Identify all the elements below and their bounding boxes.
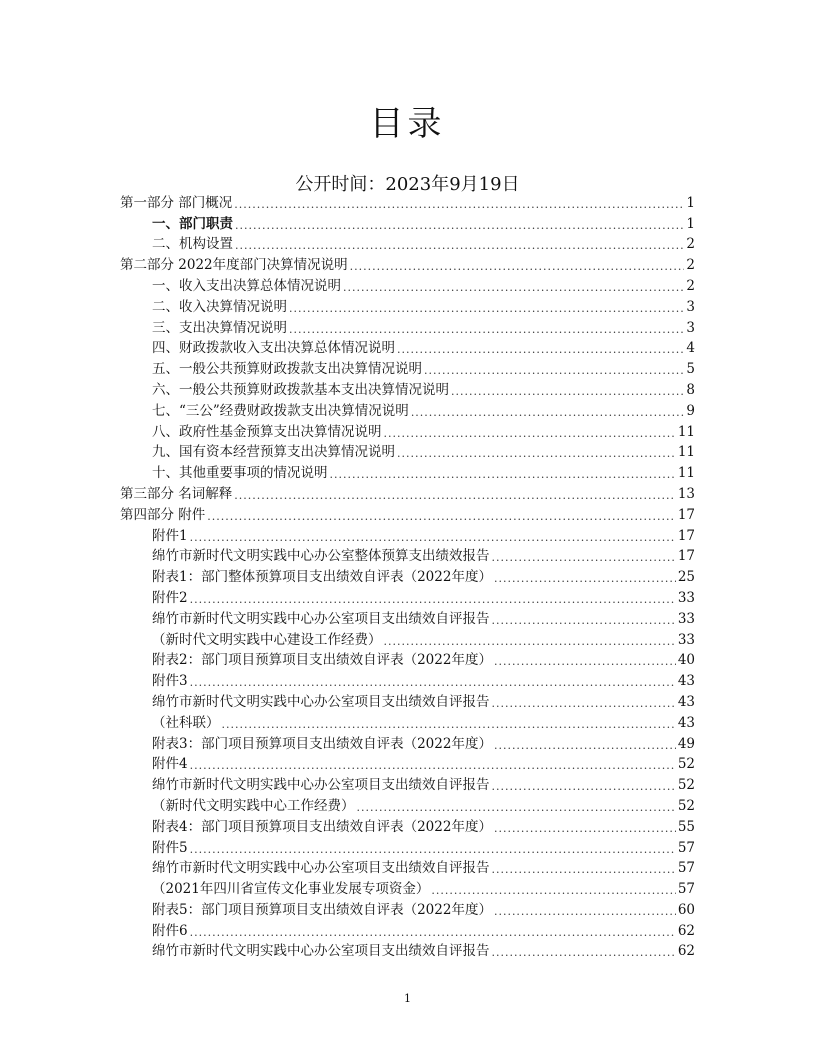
toc-entry[interactable] xyxy=(120,317,695,338)
toc-entry-label: 绵竹市新时代文明实践中心办公室项目支出绩效自评报告 xyxy=(152,860,490,877)
toc-entry[interactable] xyxy=(120,338,695,359)
toc-entry-page: 62 xyxy=(677,943,695,960)
toc-entry-page: 33 xyxy=(677,589,695,606)
toc-entry[interactable] xyxy=(120,254,695,275)
toc-entry[interactable] xyxy=(120,546,695,567)
toc-entry-page: 11 xyxy=(677,423,695,440)
toc-entry-page: 52 xyxy=(677,777,695,794)
page-number: 1 xyxy=(404,992,411,1005)
toc-leader-dots xyxy=(190,758,676,774)
toc-entry-page: 5 xyxy=(686,361,695,378)
toc-leader-dots xyxy=(350,259,685,275)
toc-entry[interactable] xyxy=(120,296,695,317)
toc-entry-label: 第四部分 附件 xyxy=(120,506,206,523)
toc-entry[interactable] xyxy=(120,712,695,733)
toc-entry[interactable] xyxy=(120,920,695,941)
toc-entry[interactable] xyxy=(120,462,695,483)
toc-entry-page: 25 xyxy=(677,569,695,586)
toc-leader-dots xyxy=(190,592,676,608)
toc-entry-label: 附件5 xyxy=(152,839,188,856)
toc-leader-dots xyxy=(330,467,676,483)
toc-entry-label: 附件4 xyxy=(152,756,188,773)
toc-entry[interactable] xyxy=(120,275,695,296)
toc-leader-dots xyxy=(234,197,684,213)
toc-entry-page: 52 xyxy=(677,797,695,814)
toc-leader-dots xyxy=(235,218,684,234)
toc-entry-page: 43 xyxy=(677,673,695,690)
toc-entry-page: 1 xyxy=(686,194,695,211)
toc-entry-label: 六、一般公共预算财政拨款基本支出决算情况说明 xyxy=(152,381,449,398)
toc-leader-dots xyxy=(494,654,676,670)
toc-entry-page: 11 xyxy=(677,465,695,482)
toc-entry[interactable] xyxy=(120,691,695,712)
toc-entry-page: 17 xyxy=(677,527,695,544)
toc-entry-page: 43 xyxy=(677,714,695,731)
toc-entry-page: 43 xyxy=(677,693,695,710)
toc-entry-label: 第三部分 名词解释 xyxy=(120,485,233,502)
toc-leader-dots xyxy=(397,446,676,462)
toc-entry[interactable] xyxy=(120,504,695,525)
toc-entry-label: 第二部分 2022年度部门决算情况说明 xyxy=(120,257,348,274)
toc-entry-page: 8 xyxy=(686,381,695,398)
toc-entry-page: 40 xyxy=(677,652,695,669)
toc-entry-label: 附表5：部门项目预算项目支出绩效自评表（2022年度） xyxy=(152,901,492,918)
toc-entry[interactable] xyxy=(120,941,695,962)
toc-entry-label: 四、财政拨款收入支出决算总体情况说明 xyxy=(152,340,395,357)
toc-entry-page: 62 xyxy=(677,922,695,939)
toc-entry[interactable] xyxy=(120,629,695,650)
toc-entry[interactable] xyxy=(120,566,695,587)
toc-entry[interactable] xyxy=(120,400,695,421)
toc-entry-page: 2 xyxy=(686,236,695,253)
toc-leader-dots xyxy=(492,862,676,878)
toc-entry[interactable] xyxy=(120,816,695,837)
toc-entry-label: （新时代文明实践中心工作经费） xyxy=(152,797,355,814)
toc-entry-label: 绵竹市新时代文明实践中心办公室整体预算支出绩效报告 xyxy=(152,548,490,565)
toc-entry-page: 57 xyxy=(677,839,695,856)
toc-entry[interactable] xyxy=(120,379,695,400)
toc-entry[interactable] xyxy=(120,442,695,463)
toc-leader-dots xyxy=(222,717,676,733)
toc-entry[interactable] xyxy=(120,608,695,629)
toc-entry-page: 3 xyxy=(686,319,695,336)
toc-entry-label: 附件1 xyxy=(152,527,188,544)
toc-entry-label: 五、一般公共预算财政拨款支出决算情况说明 xyxy=(152,361,422,378)
toc-leader-dots xyxy=(451,384,684,400)
toc-entry-page: 1 xyxy=(686,215,695,232)
toc-entry[interactable] xyxy=(120,421,695,442)
toc-leader-dots xyxy=(234,488,676,504)
toc-leader-dots xyxy=(190,925,676,941)
toc-entry-page: 57 xyxy=(677,881,695,898)
toc-entry-label: 附件6 xyxy=(152,922,188,939)
page-title: 目录 xyxy=(369,104,446,144)
toc-entry[interactable] xyxy=(120,795,695,816)
toc-entry-label: 绵竹市新时代文明实践中心办公室项目支出绩效自评报告 xyxy=(152,693,490,710)
toc-entry-page: 11 xyxy=(677,444,695,461)
toc-entry-page: 33 xyxy=(677,610,695,627)
toc-entry[interactable] xyxy=(120,837,695,858)
toc-leader-dots xyxy=(190,530,676,546)
toc-entry-label: 绵竹市新时代文明实践中心办公室项目支出绩效自评报告 xyxy=(152,777,490,794)
toc-entry-label: 附表2：部门项目预算项目支出绩效自评表（2022年度） xyxy=(152,652,492,669)
toc-entry-label: 一、收入支出决算总体情况说明 xyxy=(152,277,341,294)
toc-entry-label: 二、收入决算情况说明 xyxy=(152,298,287,315)
toc-leader-dots xyxy=(424,363,684,379)
toc-entry[interactable] xyxy=(120,858,695,879)
toc-entry[interactable] xyxy=(120,774,695,795)
toc-entry[interactable] xyxy=(120,587,695,608)
toc-entry[interactable] xyxy=(120,525,695,546)
toc-entry[interactable] xyxy=(120,234,695,255)
toc-leader-dots xyxy=(235,238,684,254)
toc-leader-dots xyxy=(492,945,676,961)
toc-entry[interactable] xyxy=(120,878,695,899)
toc-entry[interactable] xyxy=(120,650,695,671)
toc-entry-label: 第一部分 部门概况 xyxy=(120,194,233,211)
toc-entry-page: 60 xyxy=(677,901,695,918)
toc-entry-label: 十、其他重要事项的情况说明 xyxy=(152,465,328,482)
toc-entry-page: 4 xyxy=(686,340,695,357)
toc-entry-label: 附件3 xyxy=(152,673,188,690)
toc-entry[interactable] xyxy=(120,192,695,213)
toc-entry-label: 绵竹市新时代文明实践中心办公室项目支出绩效自评报告 xyxy=(152,610,490,627)
toc-entry-label: 绵竹市新时代文明实践中心办公室项目支出绩效自评报告 xyxy=(152,943,490,960)
toc-leader-dots xyxy=(397,342,684,358)
toc-leader-dots xyxy=(431,883,675,899)
toc-leader-dots xyxy=(492,550,676,566)
toc-leader-dots xyxy=(494,904,676,920)
toc-leader-dots xyxy=(492,779,676,795)
toc-entry-label: 八、政府性基金预算支出决算情况说明 xyxy=(152,423,382,440)
toc-entry[interactable] xyxy=(120,899,695,920)
toc-leader-dots xyxy=(190,675,676,691)
toc-entry[interactable] xyxy=(120,754,695,775)
toc-leader-dots xyxy=(289,301,684,317)
toc-leader-dots xyxy=(492,696,676,712)
toc-entry-page: 52 xyxy=(677,756,695,773)
toc-leader-dots xyxy=(384,634,676,650)
toc-leader-dots xyxy=(289,322,684,338)
toc-entry[interactable] xyxy=(120,213,695,234)
toc-entry-page: 17 xyxy=(677,548,695,565)
toc-leader-dots xyxy=(494,821,676,837)
toc-entry-page: 55 xyxy=(677,818,695,835)
publish-date: 公开时间：2023年9月19日 xyxy=(295,174,520,195)
toc-entry-label: （社科联） xyxy=(152,714,220,731)
toc-entry-page: 49 xyxy=(677,735,695,752)
toc-entry-label: 三、支出决算情况说明 xyxy=(152,319,287,336)
table-of-contents xyxy=(120,192,695,961)
toc-entry-page: 13 xyxy=(677,485,695,502)
toc-entry-page: 17 xyxy=(677,506,695,523)
toc-entry-label: 二、机构设置 xyxy=(152,236,233,253)
toc-entry[interactable] xyxy=(120,358,695,379)
toc-entry-page: 2 xyxy=(686,257,695,274)
toc-entry-label: 九、国有资本经营预算支出决算情况说明 xyxy=(152,444,395,461)
toc-entry[interactable] xyxy=(120,483,695,504)
toc-leader-dots xyxy=(494,571,676,587)
toc-entry-page: 57 xyxy=(677,860,695,877)
toc-entry-page: 33 xyxy=(677,631,695,648)
toc-entry-label: 七、“三公”经费财政拨款支出决算情况说明 xyxy=(152,402,409,419)
toc-leader-dots xyxy=(190,842,676,858)
toc-entry-page: 9 xyxy=(686,402,695,419)
toc-entry-label: 附件2 xyxy=(152,589,188,606)
toc-leader-dots xyxy=(384,426,676,442)
toc-entry-label: 附表3：部门项目预算项目支出绩效自评表（2022年度） xyxy=(152,735,492,752)
toc-entry-page: 2 xyxy=(686,277,695,294)
toc-leader-dots xyxy=(411,405,685,421)
toc-leader-dots xyxy=(492,613,676,629)
toc-entry-label: （2021年四川省宣传文化事业发展专项资金） xyxy=(152,881,430,898)
toc-entry[interactable] xyxy=(120,733,695,754)
toc-entry-label: （新时代文明实践中心建设工作经费） xyxy=(152,631,382,648)
toc-leader-dots xyxy=(207,509,676,525)
toc-entry-label: 附表4：部门项目预算项目支出绩效自评表（2022年度） xyxy=(152,818,492,835)
toc-entry-page: 3 xyxy=(686,298,695,315)
toc-leader-dots xyxy=(343,280,684,296)
toc-leader-dots xyxy=(494,738,676,754)
toc-leader-dots xyxy=(357,800,676,816)
toc-entry[interactable] xyxy=(120,670,695,691)
toc-entry-label: 附表1：部门整体预算项目支出绩效自评表（2022年度） xyxy=(152,569,492,586)
toc-entry-label: 一、部门职责 xyxy=(152,215,233,232)
